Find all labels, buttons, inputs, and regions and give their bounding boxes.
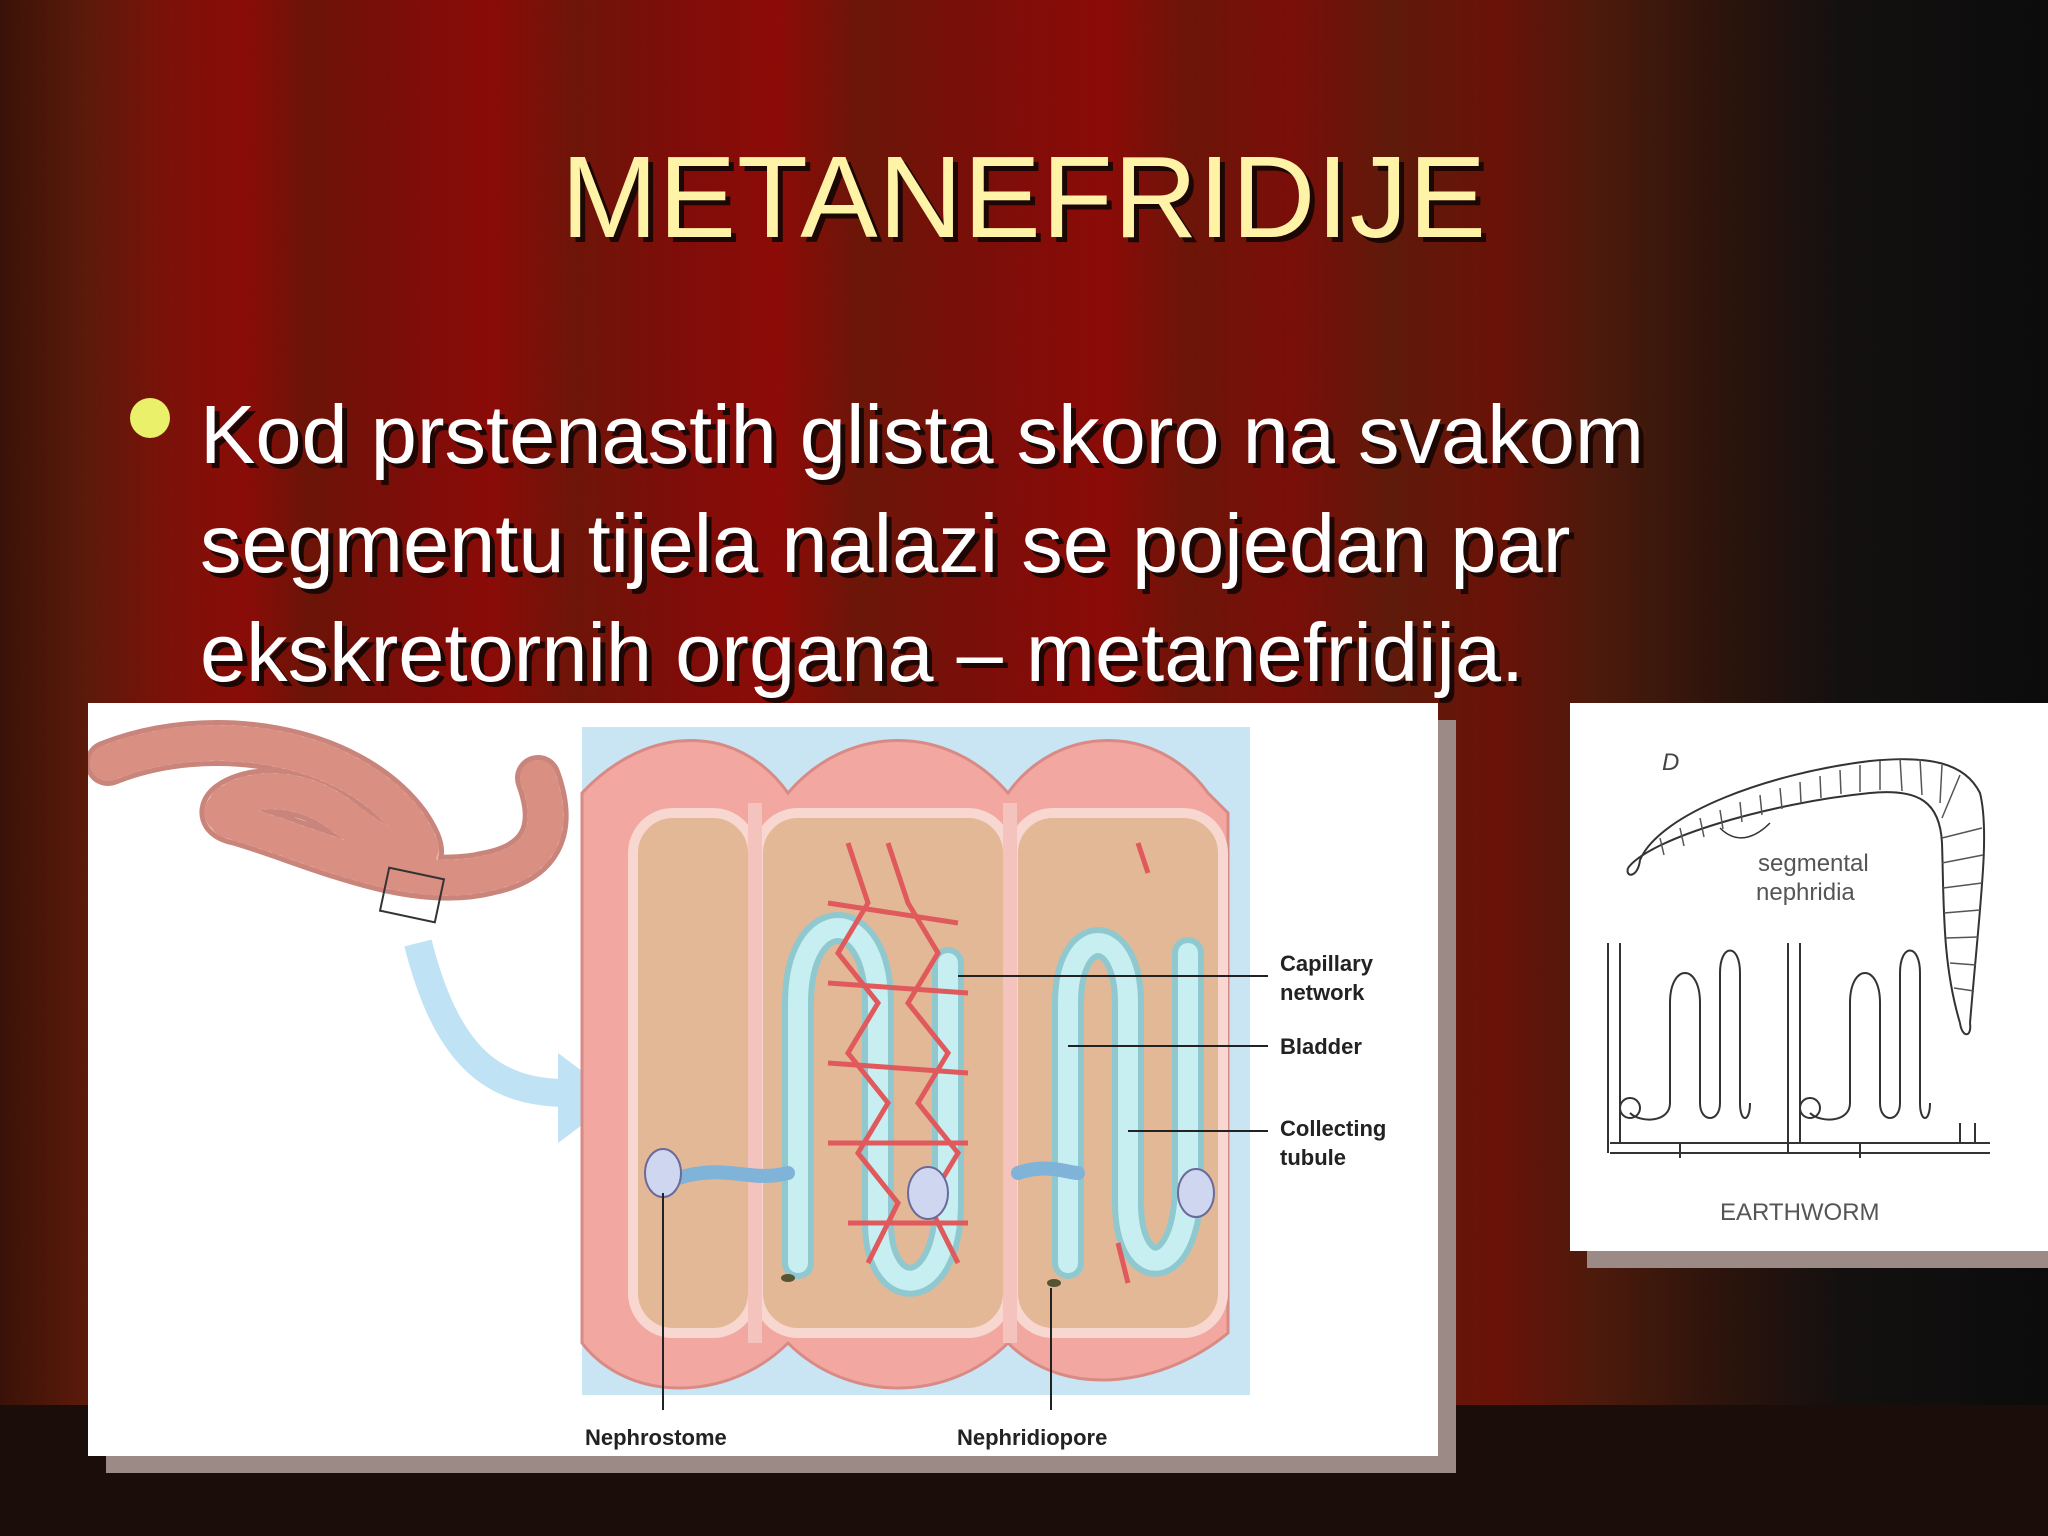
label-collecting-line2: tubule: [1280, 1145, 1346, 1170]
label-nephrostome: Nephrostome: [585, 1425, 727, 1450]
label-capillary-line2: network: [1280, 980, 1365, 1005]
segmental-label-line1: segmental: [1758, 850, 1869, 877]
nephridia-bracket: [1720, 823, 1770, 838]
nephridia-illustration: [88, 703, 1438, 1456]
segment-1: [633, 813, 753, 1333]
panel-letter: D: [1662, 749, 1680, 776]
label-bladder: Bladder: [1280, 1034, 1362, 1059]
segmental-label-line2: nephridia: [1756, 879, 1855, 906]
label-capillary-line1: Capillary: [1280, 951, 1373, 976]
main-figure: [88, 703, 1438, 1456]
earthworm-sketch: [1570, 703, 2048, 1251]
nephridia-detail: [1608, 943, 1990, 1158]
worm-drawing: [108, 743, 546, 878]
earthworm-caption: EARTHWORM: [1720, 1199, 1880, 1226]
nephridiopore-opening: [1047, 1279, 1061, 1287]
label-nephridiopore: Nephridiopore: [957, 1425, 1108, 1450]
bullet-text: Kod prstenastih glista skoro na svakom segmentu tijela nalazi se pojedan par ekskretornih organa – metanefridija.: [200, 388, 1644, 699]
side-figure: [1570, 703, 2048, 1251]
nephridiopore-opening: [781, 1274, 795, 1282]
slide-title: METANEFRIDIJE: [561, 132, 1487, 262]
bullet-icon: [130, 398, 170, 438]
label-collecting-line1: Collecting: [1280, 1116, 1387, 1141]
zoom-arrow: [418, 943, 568, 1093]
